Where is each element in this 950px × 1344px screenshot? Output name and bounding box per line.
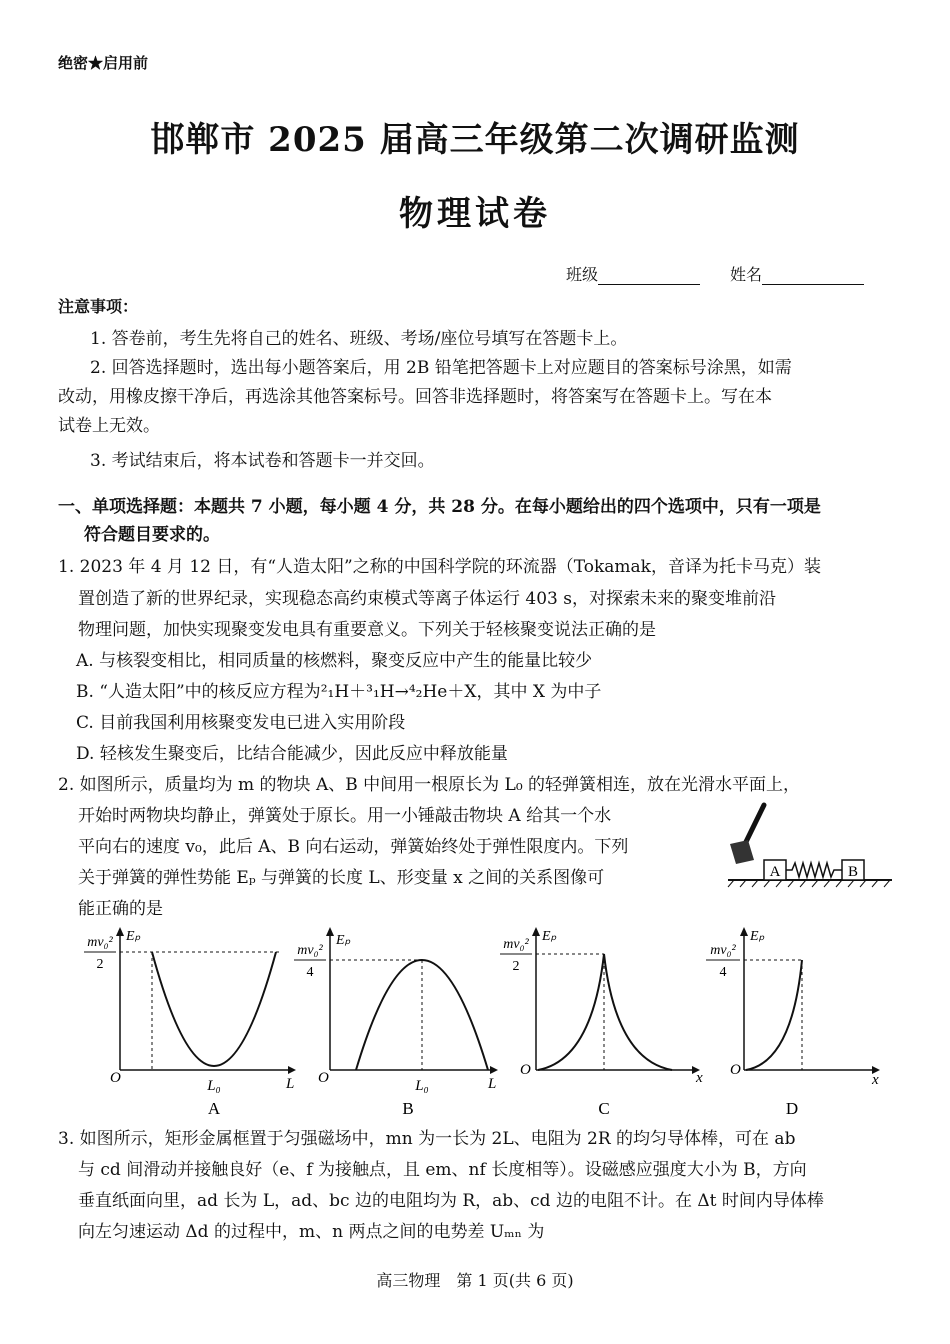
- graph-a-ymax-num: mv₀²: [87, 935, 113, 950]
- graph-b-caption: B: [402, 1099, 414, 1118]
- notes-heading: 注意事项：: [58, 297, 139, 316]
- note-3: 3. 考试结束后，将本试卷和答题卡一并交回。: [90, 451, 435, 471]
- graph-a-curve: [152, 952, 276, 1066]
- graph-a: [80, 922, 300, 1122]
- spring: [786, 863, 842, 877]
- q3-stem-2: 与 cd 间滑动并接触良好（e、f 为接触点，且 em、nf 长度相等）。设磁感应强度大小为 B，方向: [78, 1160, 807, 1180]
- q2-stem-1: 2. 如图所示，质量均为 m 的物块 A、B 中间用一根原长为 L₀ 的轻弹簧相连，放在光滑水平面上，: [58, 775, 801, 795]
- graph-b-x-mark: L₀: [415, 1078, 429, 1094]
- q1-option-b: [76, 677, 601, 702]
- q1-option-b-post: ，其中 X 为中子: [476, 682, 602, 702]
- graph-d-y-arrow: [740, 927, 748, 936]
- graph-a-origin: O: [110, 1070, 121, 1086]
- graph-c-caption: C: [598, 1099, 610, 1118]
- note-2-end: 试卷上无效。: [58, 416, 160, 436]
- graph-b-ymax-num: mv₀²: [297, 943, 323, 958]
- confidential-label: 绝密★启用前: [58, 54, 149, 72]
- exam-title: 邯郸市 2025 届高三年级第二次调研监测: [150, 120, 800, 160]
- graph-a-caption: A: [207, 1099, 221, 1118]
- graph-c-y-label: Eₚ: [542, 929, 557, 944]
- name-field: [730, 262, 864, 285]
- graph-c-ymax-num: mv₀²: [503, 937, 529, 952]
- graph-a-y-label: Eₚ: [126, 929, 141, 944]
- note-2-cont: 改动，用橡皮擦干净后，再选涂其他答案标号。回答非选择题时，将答案写在答题卡上。写在本: [58, 387, 772, 407]
- graph-b-origin: O: [318, 1070, 329, 1086]
- graph-d-y-label: Eₚ: [750, 929, 765, 944]
- graph-d-ymax-num: mv₀²: [710, 943, 736, 958]
- graph-c: [496, 922, 716, 1122]
- section-heading: 一、单项选择题：本题共 7 小题，每小题 4 分，共 28 分。在每小题给出的四个选项中，只有一项是: [58, 497, 821, 517]
- graph-b-y-arrow: [326, 927, 334, 936]
- q1-stem-2: 置创造了新的世界纪录，实现稳态高约束模式等离子体运行 403 s，对探索未来的聚变堆前沿: [78, 589, 776, 609]
- graph-a-ymax-den: 2: [96, 957, 104, 972]
- graph-d-x-label: x: [872, 1072, 879, 1088]
- graph-b-y-label: Eₚ: [336, 933, 351, 948]
- graph-a-x-label: L: [286, 1076, 295, 1092]
- q3-stem-4: 向左匀速运动 Δd 的过程中，m、n 两点之间的电势差 Uₘₙ 为: [78, 1222, 545, 1242]
- q1-option-b-equation: ²₁H＋³₁H→⁴₂He＋X: [320, 682, 477, 702]
- graph-b-x-label: L: [488, 1076, 497, 1092]
- graph-d-ymax-den: 4: [719, 965, 727, 980]
- graph-d: [700, 922, 890, 1122]
- exam-subtitle: 物理试卷: [399, 194, 551, 234]
- graph-c-origin: O: [520, 1062, 531, 1078]
- q2-stem-4: 关于弹簧的弹性势能 Eₚ 与弹簧的长度 L、形变量 x 之间的关系图像可: [78, 868, 605, 888]
- name-blank: [762, 268, 864, 285]
- class-label: 班级: [566, 265, 599, 284]
- note-1: 1. 答卷前，考生先将自己的姓名、班级、考场/座位号填写在答题卡上。: [90, 329, 628, 349]
- graph-d-caption: D: [785, 1099, 799, 1118]
- class-blank: [598, 268, 700, 285]
- hammer-icon: [730, 805, 764, 864]
- graph-b-ymax-den: 4: [306, 965, 314, 980]
- block-a-label: A: [769, 864, 781, 880]
- graph-a-x-mark: L₀: [207, 1078, 221, 1094]
- q1-option-c: C. 目前我国利用核聚变发电已进入实用阶段: [76, 713, 406, 733]
- graph-b: [290, 922, 510, 1122]
- q2-stem-2: 开始时两物块均静止，弹簧处于原长。用一小锤敲击物块 A 给其一个水: [78, 806, 612, 826]
- q2-stem-5: 能正确的是: [78, 899, 163, 919]
- q1-stem-1: 1. 2023 年 4 月 12 日，有“人造太阳”之称的中国科学院的环流器（Tokamak，音译为托卡马克）装: [58, 557, 821, 577]
- name-label: 姓名: [730, 265, 763, 284]
- q3-stem-3: 垂直纸面向里，ad 长为 L，ad、bc 边的电阻均为 R，ab、cd 边的电阻不计。在 Δt 时间内导体棒: [78, 1191, 824, 1211]
- graph-c-ymax-den: 2: [512, 959, 520, 974]
- note-2: 2. 回答选择题时，选出每小题答案后，用 2B 铅笔把答题卡上对应题目的答案标号涂黑，如需: [90, 358, 792, 378]
- spring-blocks-diagram: [724, 800, 894, 890]
- q1-option-d: D. 轻核发生聚变后，比结合能减少，因此反应中释放能量: [76, 744, 508, 764]
- q1-option-b-pre: B. “人造太阳”中的核反应方程为: [76, 682, 321, 702]
- ground-hatch: [728, 880, 890, 887]
- graph-c-x-label: x: [696, 1070, 703, 1086]
- page-footer: 高三物理 第 1 页(共 6 页): [376, 1271, 574, 1290]
- section-heading-cont: 符合题目要求的。: [84, 525, 220, 545]
- graph-a-y-arrow: [116, 927, 124, 936]
- q2-stem-3: 平向右的速度 v₀，此后 A、B 向右运动，弹簧始终处于弹性限度内。下列: [78, 837, 629, 857]
- q3-stem-1: 3. 如图所示，矩形金属框置于匀强磁场中，mn 为一长为 2L、电阻为 2R 的均匀导体棒，可在 ab: [58, 1129, 796, 1149]
- class-field: [566, 262, 700, 285]
- q1-option-a: A. 与核裂变相比，相同质量的核燃料，聚变反应中产生的能量比较少: [76, 651, 593, 671]
- graph-c-curve: [538, 954, 672, 1070]
- block-b-label: B: [847, 864, 859, 880]
- q1-stem-3: 物理问题，加快实现聚变发电具有重要意义。下列关于轻核聚变说法正确的是: [78, 620, 656, 640]
- graph-d-curve: [746, 960, 802, 1070]
- graph-c-y-arrow: [532, 927, 540, 936]
- graph-d-origin: O: [730, 1062, 741, 1078]
